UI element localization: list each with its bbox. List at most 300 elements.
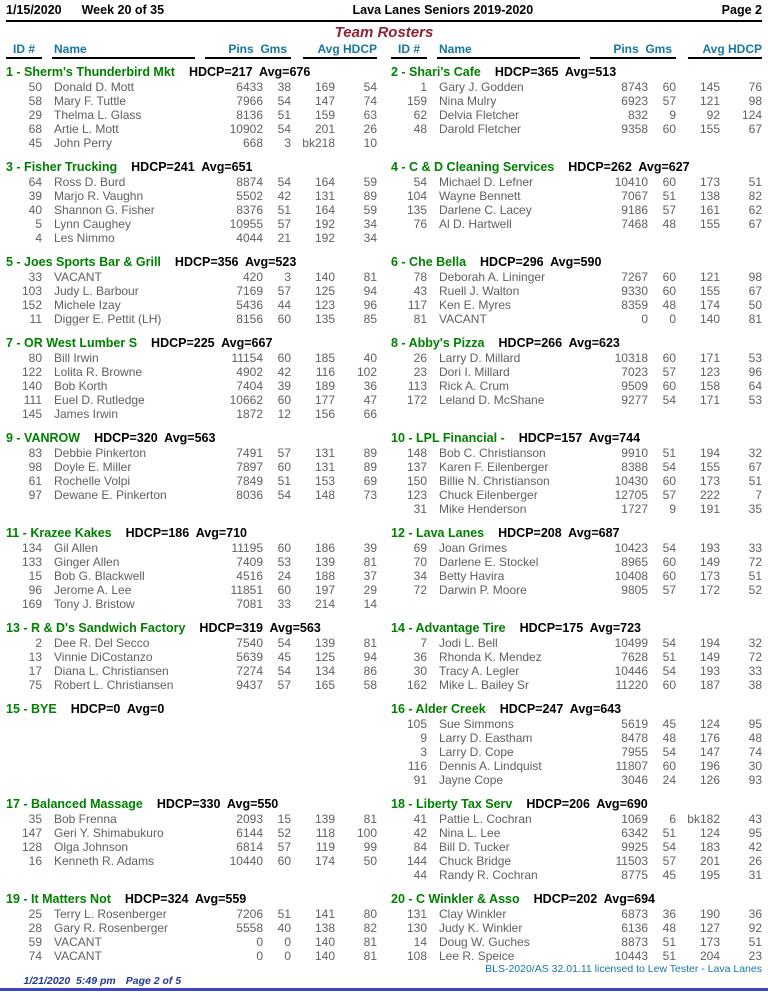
spacer: [427, 569, 437, 583]
player-row: [391, 949, 762, 963]
player-name: Gary R. Rosenberger: [54, 921, 169, 935]
player-name: Lolita R. Browne: [54, 365, 143, 379]
spacer: [42, 94, 52, 108]
player-id: 41: [413, 812, 427, 826]
player-row: [6, 541, 377, 555]
team-stats: HDCP=157 Avg=744: [518, 431, 641, 445]
player-hdcp: 38: [748, 678, 762, 692]
player-id: 9: [420, 731, 427, 745]
player-row: [391, 812, 762, 826]
player-avg: 140: [699, 312, 720, 326]
player-pins: 8359: [621, 298, 648, 312]
player-gms: 39: [277, 379, 291, 393]
footer-datetime-page: [6, 963, 181, 999]
player-name: Deborah A. Lininger: [439, 270, 546, 284]
player-name: Rhonda K. Mendez: [439, 650, 542, 664]
player-hdcp: 59: [363, 175, 377, 189]
player-id: 98: [28, 460, 42, 474]
team-name: 3 - Fisher Trucking: [6, 160, 118, 174]
player-gms: 0: [284, 935, 291, 949]
player-gms: 48: [662, 217, 676, 231]
player-name: Bob G. Blackwell: [54, 569, 145, 583]
player-pins: 8478: [621, 731, 648, 745]
player-pins: 6923: [621, 94, 648, 108]
spacer: [42, 351, 52, 365]
player-pins: 420: [242, 270, 263, 284]
player-row: [391, 759, 762, 773]
player-name: John Perry: [54, 136, 113, 150]
player-name: Kenneth R. Adams: [54, 854, 155, 868]
player-id: 26: [413, 351, 427, 365]
player-hdcp: 32: [748, 636, 762, 650]
spacer: [427, 541, 437, 555]
player-id: 162: [406, 678, 427, 692]
player-hdcp: 81: [363, 812, 377, 826]
player-row: [6, 108, 377, 122]
player-row: [6, 136, 377, 150]
player-gms: 57: [277, 840, 291, 854]
player-name: Bill D. Tucker: [439, 840, 510, 854]
player-pins: 8136: [236, 108, 263, 122]
player-gms: 60: [662, 759, 676, 773]
player-row: [6, 569, 377, 583]
player-pins: 832: [627, 108, 648, 122]
player-row: [6, 284, 377, 298]
spacer: [42, 203, 52, 217]
player-name: Dewane E. Pinkerton: [54, 488, 167, 502]
player-id: 131: [406, 907, 427, 921]
report-date: 1/15/2020: [6, 3, 62, 17]
player-pins: 10408: [614, 569, 648, 583]
player-avg: 201: [699, 854, 720, 868]
player-row: [391, 773, 762, 787]
team-block-14: [391, 621, 762, 692]
team-header: [6, 526, 377, 541]
player-row: [6, 460, 377, 474]
player-id: 159: [406, 94, 427, 108]
player-id: 113: [407, 379, 427, 393]
player-name: Ross D. Burd: [54, 175, 126, 189]
spacer: [427, 351, 437, 365]
player-id: 33: [28, 270, 42, 284]
player-row: [6, 446, 377, 460]
team-stats: HDCP=241 Avg=651: [131, 160, 253, 174]
player-pins: 10902: [229, 122, 263, 136]
player-hdcp: 81: [363, 636, 377, 650]
team-stats: HDCP=175 Avg=723: [519, 621, 641, 635]
player-pins: 8388: [621, 460, 648, 474]
player-name: Terry L. Rosenberger: [54, 907, 167, 921]
spacer: [427, 555, 437, 569]
spacer: [42, 840, 52, 854]
player-pins: 7955: [621, 745, 648, 759]
team-header: [391, 797, 762, 812]
spacer: [42, 270, 52, 284]
player-hdcp: 58: [363, 678, 377, 692]
player-hdcp: 89: [363, 189, 377, 203]
player-name: Thelma L. Glass: [54, 108, 142, 122]
player-pins: 5639: [236, 650, 263, 664]
player-gms: 51: [662, 935, 676, 949]
player-id: 7: [420, 636, 427, 650]
player-avg: 149: [699, 555, 720, 569]
player-row: [6, 826, 377, 840]
team-header: [391, 160, 762, 175]
player-row: [391, 446, 762, 460]
player-avg: 140: [314, 949, 335, 963]
player-avg: 174: [314, 854, 335, 868]
player-name: Ginger Allen: [54, 555, 120, 569]
player-hdcp: 94: [363, 650, 377, 664]
player-avg: 153: [314, 474, 335, 488]
player-row: [6, 474, 377, 488]
player-name: Robert L. Christiansen: [54, 678, 174, 692]
player-id: 105: [406, 717, 427, 731]
player-hdcp: 95: [748, 717, 762, 731]
player-row: [391, 826, 762, 840]
player-name: Mary F. Tuttle: [54, 94, 127, 108]
player-id: 4: [35, 231, 42, 245]
team-block-2: [391, 65, 762, 136]
team-header: [391, 65, 762, 80]
player-avg: 125: [314, 284, 335, 298]
player-gms: 51: [662, 949, 676, 963]
team-block-7: [6, 336, 377, 421]
report-header: [6, 3, 762, 22]
spacer: [427, 812, 437, 826]
player-hdcp: 64: [748, 379, 762, 393]
team-stats: HDCP=206 Avg=690: [526, 797, 648, 811]
team-name: 20 - C Winkler & Asso: [391, 892, 520, 906]
player-id: 40: [28, 203, 42, 217]
spacer: [42, 284, 52, 298]
player-hdcp: 102: [356, 365, 377, 379]
col-id-header: ID #: [391, 42, 427, 59]
player-avg: 197: [314, 583, 335, 597]
player-name: VACANT: [54, 935, 102, 949]
player-hdcp: 34: [363, 231, 377, 245]
player-name: Clay Winkler: [439, 907, 507, 921]
player-row: [6, 812, 377, 826]
player-gms: 48: [662, 731, 676, 745]
player-id: 59: [28, 935, 42, 949]
player-hdcp: 69: [363, 474, 377, 488]
team-name: 4 - C & D Cleaning Services: [391, 160, 555, 174]
player-gms: 0: [669, 312, 676, 326]
player-avg: 131: [314, 189, 335, 203]
player-hdcp: 76: [748, 80, 762, 94]
spacer: [427, 854, 437, 868]
team-header: [391, 892, 762, 907]
player-gms: 57: [662, 583, 676, 597]
player-gms: 51: [662, 826, 676, 840]
player-id: 44: [413, 868, 427, 882]
spacer: [42, 231, 52, 245]
player-name: Delvia Fletcher: [439, 108, 520, 122]
spacer: [42, 446, 52, 460]
player-pins: 8873: [621, 935, 648, 949]
player-avg: 119: [315, 840, 335, 854]
player-row: [6, 949, 377, 963]
player-hdcp: 30: [748, 759, 762, 773]
player-id: 84: [413, 840, 427, 854]
spacer: [42, 854, 52, 868]
player-hdcp: 92: [748, 921, 762, 935]
player-pins: 7169: [236, 284, 263, 298]
player-gms: 60: [662, 678, 676, 692]
player-id: 72: [413, 583, 427, 597]
player-pins: 7491: [236, 446, 263, 460]
team-name: 6 - Che Bella: [391, 255, 467, 269]
player-avg: 185: [314, 351, 335, 365]
player-name: Judy L. Barbour: [54, 284, 139, 298]
column-headers: [6, 42, 762, 59]
player-gms: 9: [669, 502, 676, 516]
player-gms: 53: [277, 555, 291, 569]
player-row: [391, 854, 762, 868]
player-hdcp: 67: [748, 284, 762, 298]
player-gms: 51: [277, 203, 291, 217]
player-row: [6, 189, 377, 203]
player-pins: 9509: [621, 379, 648, 393]
player-gms: 60: [662, 284, 676, 298]
player-pins: 4902: [236, 365, 263, 379]
player-pins: 10499: [614, 636, 648, 650]
player-name: Doyle E. Miller: [54, 460, 132, 474]
player-id: 64: [28, 175, 42, 189]
player-id: 97: [28, 488, 42, 502]
player-row: [6, 583, 377, 597]
player-id: 152: [21, 298, 42, 312]
player-row: [391, 840, 762, 854]
spacer: [42, 597, 52, 611]
player-name: Bob C. Christianson: [439, 446, 546, 460]
player-name: Darlene C. Lacey: [439, 203, 532, 217]
player-pins: 6342: [621, 826, 648, 840]
player-gms: 51: [662, 189, 676, 203]
player-gms: 57: [662, 365, 676, 379]
player-pins: 4044: [236, 231, 263, 245]
player-avg: 214: [314, 597, 335, 611]
player-row: [391, 94, 762, 108]
spacer: [427, 678, 437, 692]
player-hdcp: 53: [748, 393, 762, 407]
player-id: 103: [21, 284, 42, 298]
player-avg: 131: [314, 446, 335, 460]
spacer: [427, 583, 437, 597]
player-pins: 11154: [231, 351, 263, 365]
player-id: 80: [28, 351, 42, 365]
player-hdcp: 96: [363, 298, 377, 312]
team-stats: HDCP=324 Avg=559: [124, 892, 247, 906]
player-pins: 7628: [621, 650, 648, 664]
player-avg: 138: [314, 921, 335, 935]
player-pins: 7540: [236, 636, 263, 650]
team-name: 12 - Lava Lanes: [391, 526, 485, 540]
player-hdcp: 72: [748, 555, 762, 569]
spacer: [427, 189, 437, 203]
player-gms: 15: [277, 812, 291, 826]
team-name: 2 - Shari's Cafe: [391, 65, 481, 79]
col-id-header: ID #: [6, 42, 42, 59]
spacer: [427, 108, 437, 122]
player-avg: 148: [314, 488, 335, 502]
player-pins: 12705: [614, 488, 648, 502]
player-avg: 127: [699, 921, 720, 935]
player-hdcp: 42: [748, 840, 762, 854]
player-avg: 121: [699, 94, 720, 108]
player-pins: 7023: [621, 365, 648, 379]
player-hdcp: 66: [363, 407, 377, 421]
player-hdcp: 89: [363, 446, 377, 460]
player-id: 35: [28, 812, 42, 826]
team-name: 7 - OR West Lumber S: [6, 336, 138, 350]
player-hdcp: 99: [363, 840, 377, 854]
player-row: [391, 460, 762, 474]
team-name: 17 - Balanced Massage: [6, 797, 143, 811]
player-row: [391, 217, 762, 231]
spacer: [427, 650, 437, 664]
player-row: [391, 203, 762, 217]
player-name: VACANT: [54, 949, 102, 963]
player-name: Jerome A. Lee: [54, 583, 132, 597]
player-hdcp: 73: [363, 488, 377, 502]
player-avg: 139: [314, 636, 335, 650]
player-id: 147: [21, 826, 42, 840]
player-row: [6, 270, 377, 284]
player-id: 48: [413, 122, 427, 136]
player-hdcp: 74: [748, 745, 762, 759]
player-id: 169: [21, 597, 42, 611]
spacer: [42, 583, 52, 597]
player-hdcp: 74: [363, 94, 377, 108]
player-gms: 54: [662, 664, 676, 678]
player-pins: 6433: [236, 80, 263, 94]
player-id: 23: [413, 365, 427, 379]
player-row: [6, 854, 377, 868]
player-hdcp: 50: [748, 298, 762, 312]
player-row: [391, 650, 762, 664]
player-gms: 48: [662, 921, 676, 935]
player-id: 28: [28, 921, 42, 935]
player-avg: bk182: [687, 812, 720, 826]
spacer: [42, 949, 52, 963]
team-stats: HDCP=208 Avg=687: [498, 526, 620, 540]
player-name: Lynn Caughey: [54, 217, 131, 231]
player-row: [391, 935, 762, 949]
player-avg: 135: [314, 312, 335, 326]
player-hdcp: 89: [363, 460, 377, 474]
player-avg: 155: [699, 460, 720, 474]
player-row: [6, 365, 377, 379]
player-pins: 7897: [236, 460, 263, 474]
player-row: [6, 203, 377, 217]
player-pins: 10440: [229, 854, 263, 868]
player-avg: bk218: [302, 136, 335, 150]
player-pins: 10410: [614, 175, 648, 189]
player-avg: 173: [699, 175, 720, 189]
spacer: [427, 460, 437, 474]
col-name-header: Name: [437, 42, 580, 59]
team-stats: HDCP=320 Avg=563: [94, 431, 216, 445]
player-row: [391, 393, 762, 407]
player-gms: 54: [662, 393, 676, 407]
player-row: [391, 921, 762, 935]
spacer: [42, 474, 52, 488]
player-pins: 7067: [621, 189, 648, 203]
player-pins: 6814: [236, 840, 263, 854]
spacer: [427, 284, 437, 298]
player-name: Leland D. McShane: [439, 393, 545, 407]
spacer: [427, 935, 437, 949]
player-avg: 139: [314, 555, 335, 569]
player-gms: 48: [662, 298, 676, 312]
player-pins: 11807: [615, 759, 648, 773]
team-stats: HDCP=356 Avg=523: [174, 255, 297, 269]
player-hdcp: 35: [748, 502, 762, 516]
player-avg: 149: [699, 650, 720, 664]
player-id: 1: [420, 80, 427, 94]
player-hdcp: 51: [748, 175, 762, 189]
player-avg: 155: [699, 217, 720, 231]
player-hdcp: 59: [363, 203, 377, 217]
player-pins: 8775: [621, 868, 648, 882]
player-pins: 0: [641, 312, 648, 326]
player-name: Debbie Pinkerton: [54, 446, 147, 460]
player-pins: 11195: [231, 541, 263, 555]
spacer: [427, 949, 437, 963]
spacer: [427, 474, 437, 488]
player-row: [6, 907, 377, 921]
team-block-15: [6, 702, 377, 717]
spacer: [42, 80, 52, 94]
player-avg: 188: [314, 569, 335, 583]
player-id: 111: [23, 393, 42, 407]
player-id: 50: [28, 80, 42, 94]
player-pins: 7081: [236, 597, 263, 611]
team-block-9: [6, 431, 377, 502]
player-hdcp: 81: [363, 949, 377, 963]
footer-license: BLS-2020/AS 32.01.11 licensed to Lew Tester - Lava Lanes: [485, 963, 762, 975]
player-gms: 24: [662, 773, 676, 787]
player-hdcp: 40: [363, 351, 377, 365]
player-gms: 60: [662, 122, 676, 136]
player-gms: 36: [662, 907, 676, 921]
player-avg: 140: [314, 270, 335, 284]
player-gms: 40: [277, 921, 291, 935]
player-row: [391, 636, 762, 650]
player-id: 15: [28, 569, 42, 583]
player-name: Dennis A. Lindquist: [439, 759, 542, 773]
player-pins: 8743: [621, 80, 648, 94]
team-block-16: [391, 702, 762, 787]
player-name: Larry D. Millard: [439, 351, 521, 365]
player-id: 75: [28, 678, 42, 692]
player-row: [391, 717, 762, 731]
spacer: [427, 664, 437, 678]
team-block-19: [6, 892, 377, 963]
team-stats: HDCP=330 Avg=550: [156, 797, 279, 811]
player-avg: 186: [314, 541, 335, 555]
player-pins: 5502: [236, 189, 263, 203]
teams-grid: [6, 65, 762, 963]
player-avg: 192: [314, 231, 335, 245]
player-gms: 51: [277, 474, 291, 488]
player-row: [391, 365, 762, 379]
player-avg: 193: [699, 664, 720, 678]
player-name: Diana L. Christiansen: [54, 664, 169, 678]
player-hdcp: 67: [748, 460, 762, 474]
